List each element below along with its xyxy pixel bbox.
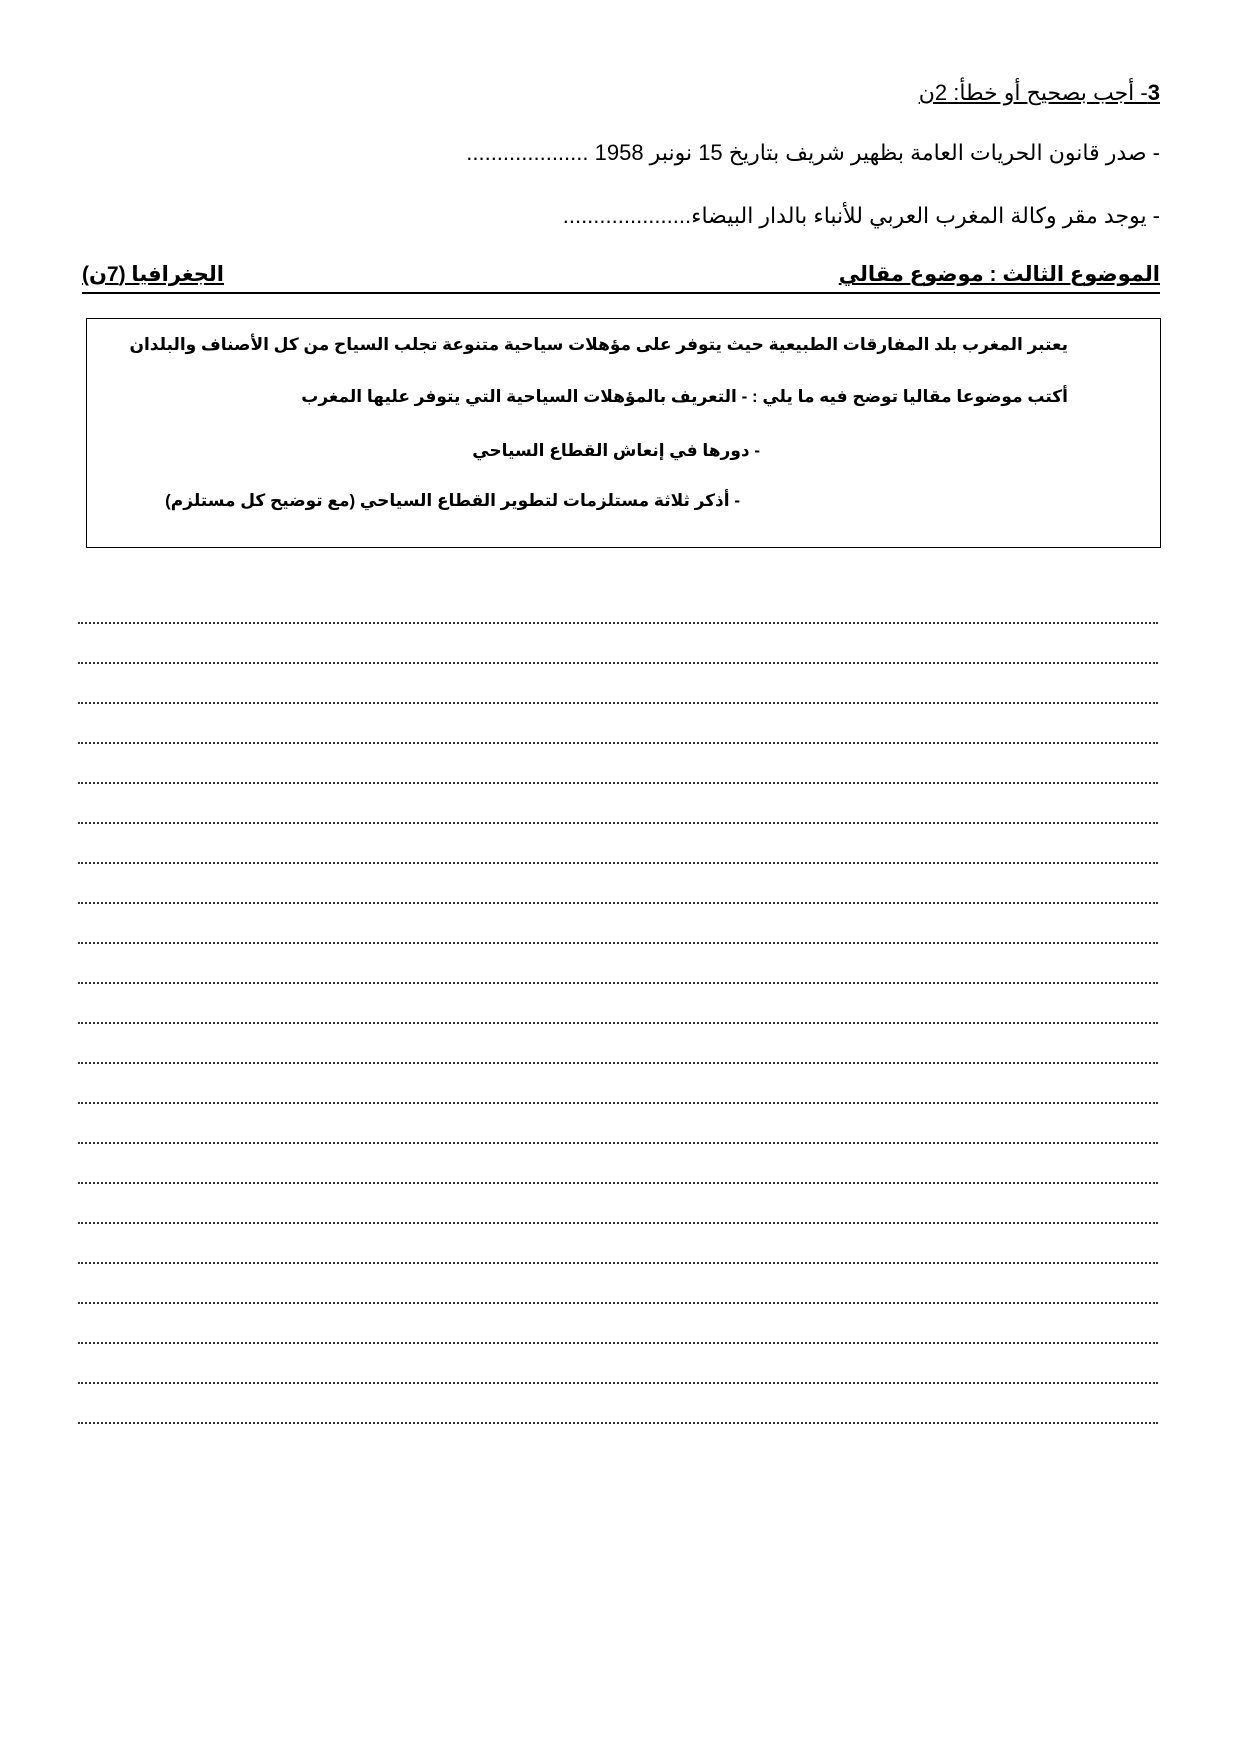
essay-prompt-box <box>86 318 1161 548</box>
prompt-instruction: أكتب موضوعا مقاليا توضح فيه ما يلي : - التعريف بالمؤهلات السياحية التي يتوفر عليها المغرب <box>301 387 1068 406</box>
answer-lines <box>78 584 1158 1424</box>
answer-line[interactable] <box>78 664 1158 704</box>
answer-line[interactable] <box>78 904 1158 944</box>
answer-line[interactable] <box>78 784 1158 824</box>
answer-line[interactable] <box>78 1304 1158 1344</box>
topic-3-subject: الجغرافيا (7ن) <box>82 263 224 286</box>
answer-line[interactable] <box>78 624 1158 664</box>
answer-line[interactable] <box>78 1184 1158 1224</box>
answer-line[interactable] <box>78 864 1158 904</box>
topic-3-header <box>82 262 1160 294</box>
section-3-number: 3 <box>1147 80 1160 105</box>
section-3-title <box>919 80 1160 106</box>
answer-line[interactable] <box>78 944 1158 984</box>
answer-line[interactable] <box>78 1264 1158 1304</box>
prompt-point-3: - أذكر ثلاثة مستلزمات لتطوير القطاع السياحي (مع توضيح كل مستلزم) <box>165 491 740 510</box>
answer-line[interactable] <box>78 1384 1158 1424</box>
true-false-item-1: - صدر قانون الحريات العامة بظهير شريف بتاريخ 15 نونبر 1958 .................... <box>466 140 1160 165</box>
answer-line[interactable] <box>78 1144 1158 1184</box>
answer-line[interactable] <box>78 1104 1158 1144</box>
answer-line[interactable] <box>78 1224 1158 1264</box>
answer-line[interactable] <box>78 584 1158 624</box>
answer-line[interactable] <box>78 824 1158 864</box>
answer-line[interactable] <box>78 1064 1158 1104</box>
answer-line[interactable] <box>78 1024 1158 1064</box>
answer-line[interactable] <box>78 984 1158 1024</box>
answer-line[interactable] <box>78 744 1158 784</box>
prompt-intro: يعتبر المغرب بلد المفارقات الطبيعية حيث يتوفر على مؤهلات سياحية متنوعة تجلب السياح من كل الأصناف والبلدان <box>129 335 1068 354</box>
section-3-title-text: - أجب بصحيح أو خطأ: 2ن <box>918 80 1148 105</box>
true-false-item-2: - يوجد مقر وكالة المغرب العربي للأنباء بالدار البيضاء..................... <box>562 203 1160 228</box>
answer-line[interactable] <box>78 704 1158 744</box>
answer-line[interactable] <box>78 1344 1158 1384</box>
prompt-point-2: - دورها في إنعاش القطاع السياحي <box>472 441 760 460</box>
topic-3-heading: الموضوع الثالث : موضوع مقالي <box>838 263 1160 286</box>
